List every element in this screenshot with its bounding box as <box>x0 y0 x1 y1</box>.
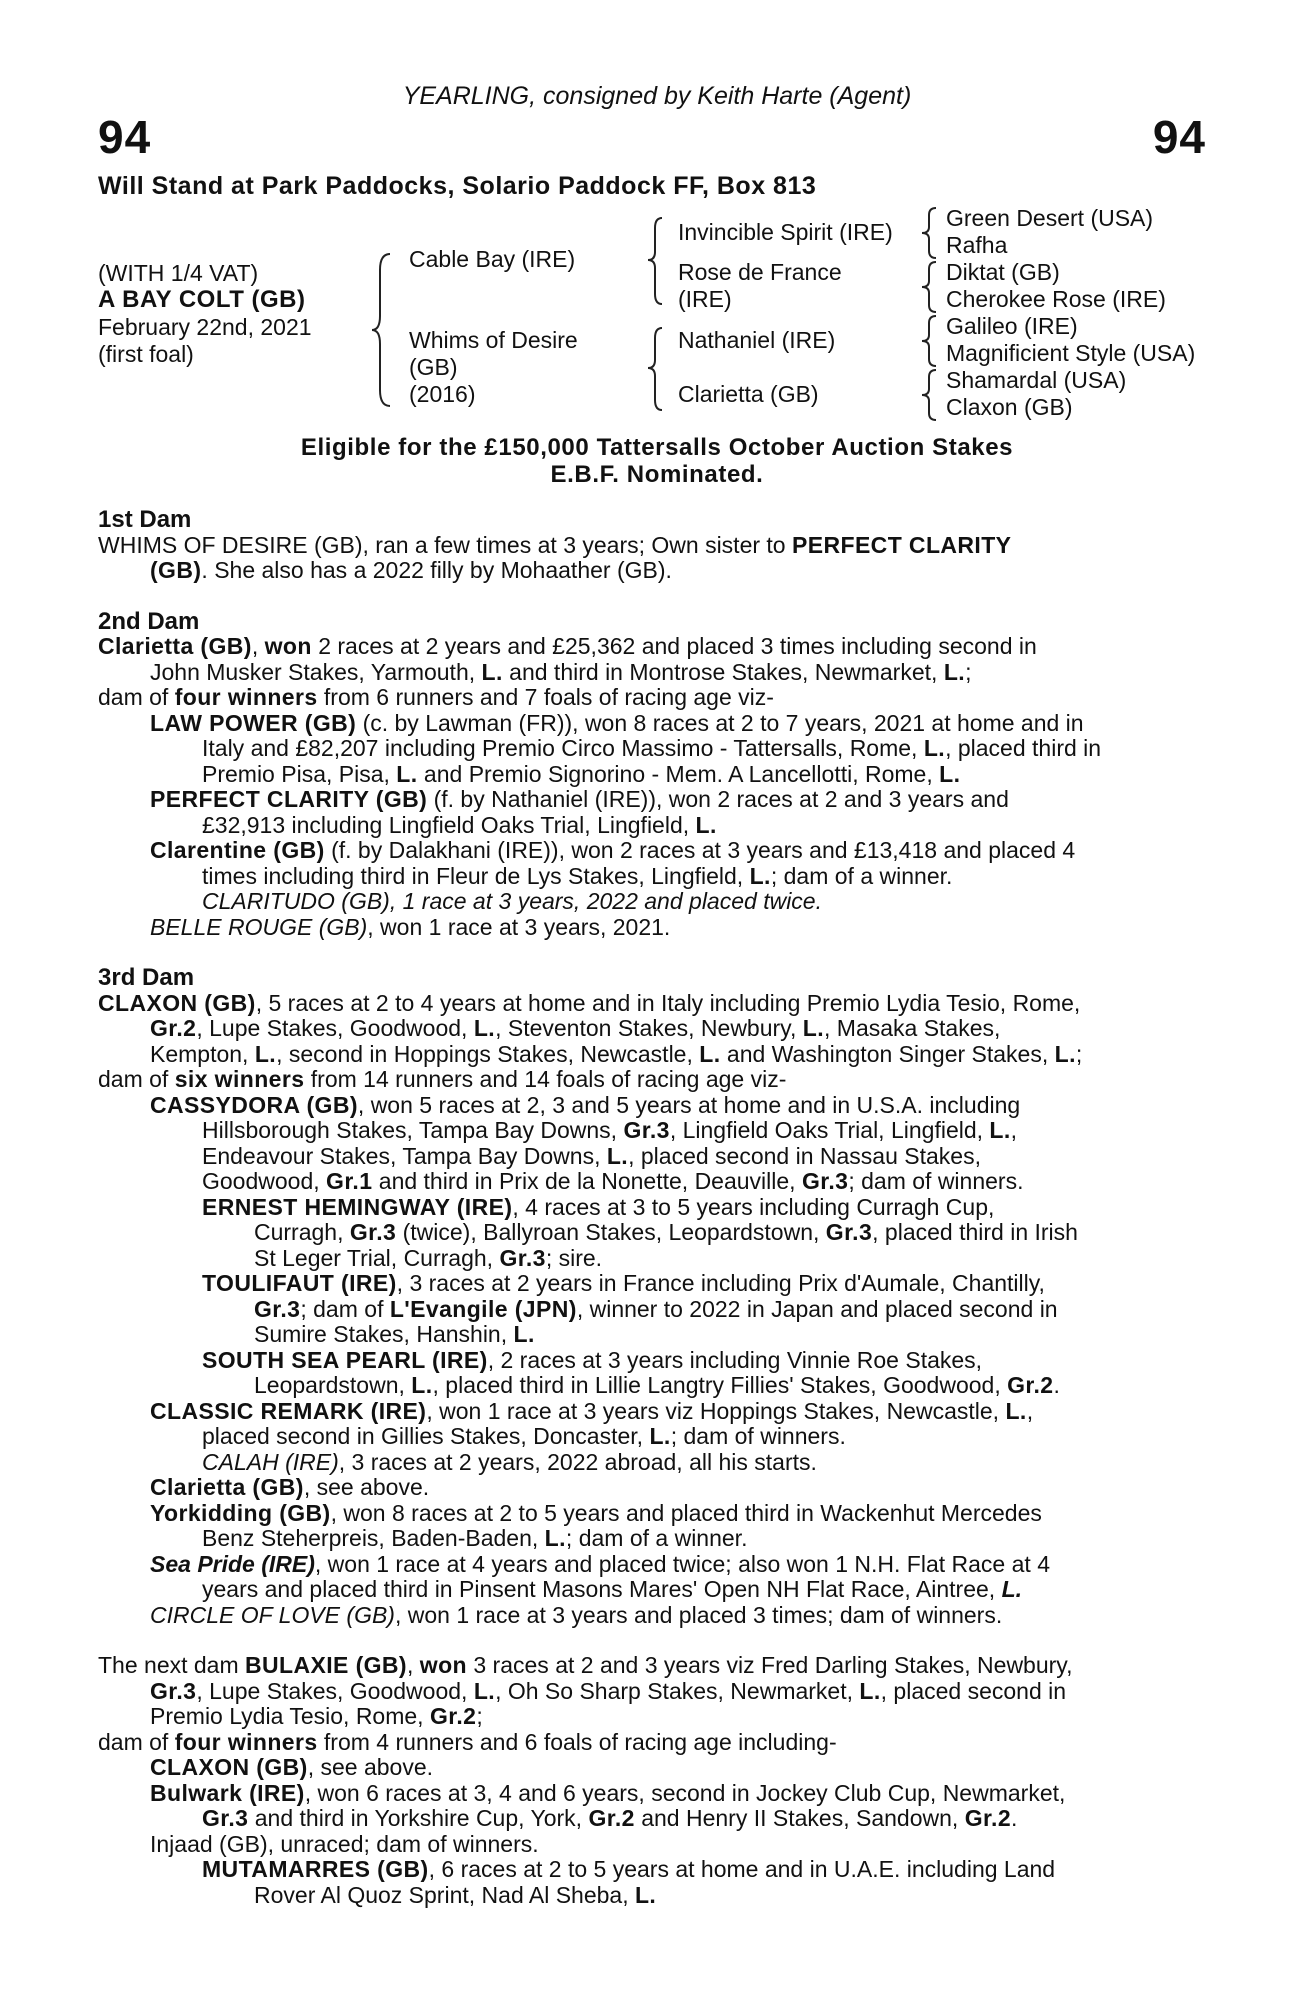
dam-sire-dam: Magnificient Style (USA) <box>946 340 1196 366</box>
text-line: Kempton, L., second in Hoppings Stakes, Newcastle, L. and Washington Singer Stakes, L.; <box>150 1040 1083 1067</box>
text-line: Gr.2, Lupe Stakes, Goodwood, L., Steventon Stakes, Newbury, L., Masaka Stakes, <box>150 1015 1001 1041</box>
lot-number-right: 94 <box>1152 111 1206 163</box>
text-line: Clarietta (GB), won 2 races at 2 years and £25,362 and placed 3 times including second in <box>98 633 1037 659</box>
ebf-note: E.B.F. Nominated. <box>550 461 764 488</box>
text-line: Gr.3 and third in Yorkshire Cup, York, Gr.2 and Henry II Stakes, Sandown, Gr.2. <box>202 1805 1018 1831</box>
text-line: Gr.3, Lupe Stakes, Goodwood, L., Oh So Sharp Stakes, Newmarket, L., placed second in <box>150 1677 1067 1704</box>
text-line: CALAH (IRE), 3 races at 2 years, 2022 abroad, all his starts. <box>202 1448 817 1475</box>
text-line: Rover Al Quoz Sprint, Nad Al Sheba, L. <box>254 1881 657 1908</box>
sire-dam-line2: (IRE) <box>678 286 732 312</box>
sire-sire-dam: Rafha <box>946 232 1008 258</box>
spacer <box>98 940 1200 965</box>
text-line: (GB). She also has a 2022 filly by Mohaather (GB). <box>150 557 672 583</box>
section-heading: 1st Dam <box>98 506 192 533</box>
text-line: MUTAMARRES (GB), 6 races at 2 to 5 years at home and in U.A.E. including Land <box>202 1856 1056 1882</box>
text-line: CLAXON (GB), see above. <box>150 1754 434 1780</box>
text-line: Gr.3; dam of L'Evangile (JPN), winner to 2022 in Japan and placed second in <box>254 1295 1058 1322</box>
text-line: PERFECT CLARITY (GB) (f. by Nathaniel (IRE)), won 2 races at 2 and 3 years and <box>150 786 1009 812</box>
text-line: dam of six winners from 14 runners and 14 foals of racing age viz- <box>98 1066 787 1092</box>
text-line: Injaad (GB), unraced; dam of winners. <box>150 1830 539 1857</box>
text-line: CLASSIC REMARK (IRE), won 1 race at 3 years viz Hoppings Stakes, Newcastle, L., <box>150 1397 1034 1424</box>
spacer <box>98 1628 1200 1653</box>
text-line: The next dam BULAXIE (GB), won 3 races at 2 and 3 years viz Fred Darling Stakes, Newbury, <box>98 1652 1073 1678</box>
brace-g3-2 <box>920 259 942 315</box>
section-heading: 2nd Dam <box>98 607 200 635</box>
text-line: Italy and £82,207 including Premio Circo Massimo - Tattersalls, Rome, L., placed third in <box>202 735 1102 761</box>
brace-g3-1 <box>920 205 942 261</box>
brace-g3-3 <box>920 313 942 369</box>
consignment-line: YEARLING, consigned by Keith Harte (Agent) <box>402 82 912 110</box>
section-heading: 3rd Dam <box>98 964 195 991</box>
text-line: years and placed third in Pinsent Masons Mares' Open NH Flat Race, Aintree, L. <box>202 1576 1023 1602</box>
dam-name-line1: Whims of Desire <box>409 327 578 353</box>
dam-dam: Clarietta (GB) <box>678 381 819 407</box>
text-line: dam of four winners from 6 runners and 7 foals of racing age viz- <box>98 684 774 710</box>
text-line: CLAXON (GB), 5 races at 2 to 4 years at home and in Italy including Premio Lydia Tesio, Rome, <box>98 989 1081 1016</box>
text-line: Premio Lydia Tesio, Rome, Gr.2; <box>150 1703 483 1729</box>
text-line: Goodwood, Gr.1 and third in Prix de la Nonette, Deauville, Gr.3; dam of winners. <box>202 1168 1024 1194</box>
text-line: WHIMS OF DESIRE (GB), ran a few times at 3 years; Own sister to PERFECT CLARITY <box>98 531 1012 558</box>
text-line: dam of four winners from 4 runners and 6 foals of racing age including- <box>98 1728 837 1755</box>
dam-dam-dam: Claxon (GB) <box>946 394 1073 420</box>
vat-note: (WITH 1/4 VAT) <box>98 260 259 286</box>
dam-sire-sire: Galileo (IRE) <box>946 313 1078 339</box>
text-line: TOULIFAUT (IRE), 3 races at 2 years in France including Prix d'Aumale, Chantilly, <box>202 1270 1045 1296</box>
dam-name-line3: (2016) <box>409 381 476 407</box>
text-line: Leopardstown, L., placed third in Lillie Langtry Fillies' Stakes, Goodwood, Gr.2. <box>254 1372 1060 1398</box>
text-line: BELLE ROUGE (GB), won 1 race at 3 years, 2021. <box>150 913 671 940</box>
sire-dam-line1: Rose de France <box>678 259 842 285</box>
stabling-location: Will Stand at Park Paddocks, Solario Paddock FF, Box 813 <box>98 172 817 200</box>
eligibility-line: Eligible for the £150,000 Tattersalls October Auction Stakes <box>300 434 1014 461</box>
text-line: St Leger Trial, Curragh, Gr.3; sire. <box>254 1244 603 1271</box>
text-line: Sea Pride (IRE), won 1 race at 4 years and placed twice; also won 1 N.H. Flat Race at 4 <box>150 1550 1050 1577</box>
dam-sire: Nathaniel (IRE) <box>678 327 836 353</box>
text-line: SOUTH SEA PEARL (IRE), 2 races at 3 years including Vinnie Roe Stakes, <box>202 1346 983 1373</box>
dam-name-line2: (GB) <box>409 354 458 380</box>
text-line: Clarentine (GB) (f. by Dalakhani (IRE)), won 2 races at 3 years and £13,418 and placed 4 <box>150 837 1076 863</box>
text-line: Premio Pisa, Pisa, L. and Premio Signorino - Mem. A Lancellotti, Rome, L. <box>202 760 961 787</box>
text-line: £32,913 including Lingfield Oaks Trial, Lingfield, L. <box>202 811 717 838</box>
text-line: John Musker Stakes, Yarmouth, L. and third in Montrose Stakes, Newmarket, L.; <box>150 658 972 685</box>
text-line: ERNEST HEMINGWAY (IRE), 4 races at 3 to 5 years including Curragh Cup, <box>202 1193 995 1220</box>
text-line: Sumire Stakes, Hanshin, L. <box>254 1321 535 1347</box>
pedigree-brace-main <box>370 250 400 410</box>
lot-number-left: 94 <box>98 111 152 163</box>
dam-side-brace <box>646 324 670 414</box>
pedigree-notes <box>98 507 1200 1908</box>
sire-sire-sire: Green Desert (USA) <box>946 205 1154 231</box>
sire-dam-dam: Cherokee Rose (IRE) <box>946 286 1166 312</box>
dam-dam-sire: Shamardal (USA) <box>946 367 1127 393</box>
text-line: Hillsborough Stakes, Tampa Bay Downs, Gr.3, Lingfield Oaks Trial, Lingfield, L., <box>202 1117 1018 1143</box>
text-line: CLARITUDO (GB), 1 race at 3 years, 2022 and placed twice. <box>202 888 822 914</box>
text-line: Benz Steherpreis, Baden-Baden, L.; dam of a winner. <box>202 1525 748 1551</box>
sire-dam-sire: Diktat (GB) <box>946 259 1060 285</box>
text-line: placed second in Gillies Stakes, Doncaster, L.; dam of winners. <box>202 1423 846 1449</box>
brace-g3-4 <box>920 367 942 423</box>
text-line: Curragh, Gr.3 (twice), Ballyroan Stakes, Leopardstown, Gr.3, placed third in Irish <box>254 1219 1078 1245</box>
sire-sire: Invincible Spirit (IRE) <box>678 219 893 245</box>
text-line: times including third in Fleur de Lys Stakes, Lingfield, L.; dam of a winner. <box>202 862 953 889</box>
text-line: CIRCLE OF LOVE (GB), won 1 race at 3 years and placed 3 times; dam of winners. <box>150 1601 1003 1628</box>
sire-side-brace <box>646 214 670 308</box>
sire-name: Cable Bay (IRE) <box>409 246 576 272</box>
foaling-date: February 22nd, 2021 <box>98 314 312 340</box>
text-line: LAW POWER (GB) (c. by Lawman (FR)), won 8 races at 2 to 7 years, 2021 at home and in <box>150 709 1084 736</box>
text-line: Bulwark (IRE), won 6 races at 3, 4 and 6 years, second in Jockey Club Cup, Newmarket, <box>150 1779 1066 1806</box>
text-line: CASSYDORA (GB), won 5 races at 2, 3 and 5 years at home and in U.S.A. including <box>150 1091 1021 1118</box>
spacer <box>98 584 1200 609</box>
text-line: Yorkidding (GB), won 8 races at 2 to 5 years and placed third in Wackenhut Mercedes <box>150 1499 1042 1526</box>
text-line: Endeavour Stakes, Tampa Bay Downs, L., placed second in Nassau Stakes, <box>202 1142 981 1169</box>
text-line: Clarietta (GB), see above. <box>150 1474 430 1500</box>
subject-horse: A BAY COLT (GB) <box>98 286 306 313</box>
foal-note: (first foal) <box>98 341 194 367</box>
